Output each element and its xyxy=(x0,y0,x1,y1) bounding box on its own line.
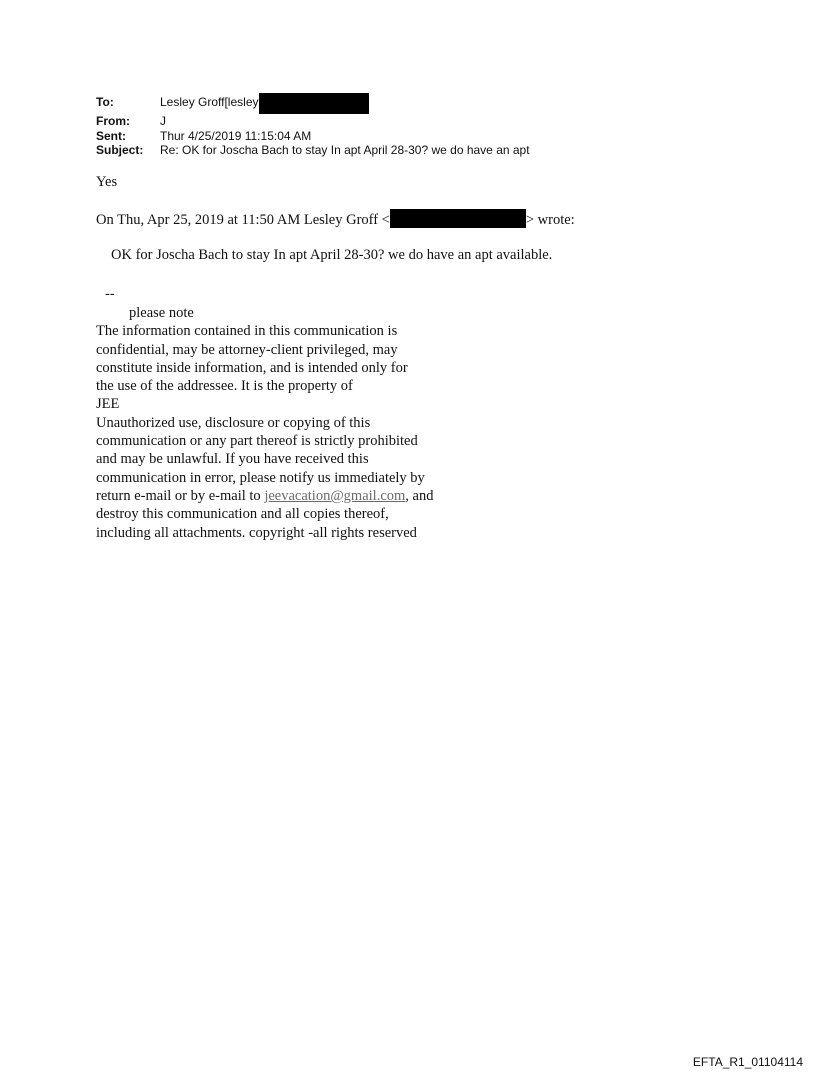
to-label: To: xyxy=(96,95,114,109)
from-value: J xyxy=(160,114,166,128)
quote-attribution xyxy=(96,209,575,229)
signature-separator: -- xyxy=(105,286,115,302)
sent-label: Sent: xyxy=(96,128,126,143)
notice-text: The information contained in this communication is confidential, may be attorney-client privileged, may constitute inside information, and is intended only for the use of the addressee. It is the property of JEE Unauthorized use, disclosure or copying of this communication or any part thereof is strictly prohibited and may be unlawful. If you have received this communication in error, please notify us immediately by return e-mail or by e-mail to xyxy=(96,323,425,504)
subject-value: Re: OK for Joscha Bach to stay In apt April 28-30? we do have an apt xyxy=(160,143,530,157)
redaction-box xyxy=(259,93,369,114)
quote-intro-end: > wrote: xyxy=(525,212,575,228)
to-value: Lesley Groff[lesley xyxy=(160,95,259,109)
notice-body xyxy=(96,322,516,542)
from-row xyxy=(96,114,530,129)
subject-label: Subject: xyxy=(96,143,144,157)
redaction-box xyxy=(390,209,526,228)
confidentiality-notice xyxy=(96,304,516,542)
email-header xyxy=(96,95,530,158)
sent-row xyxy=(96,129,530,144)
quoted-message: OK for Joscha Bach to stay In apt April 28-30? we do have an apt available. xyxy=(111,247,553,263)
sent-value: Thur 4/25/2019 11:15:04 AM xyxy=(160,128,312,143)
email-link[interactable]: jeevacation@gmail.com xyxy=(264,487,406,504)
notice-text-end: , and destroy this communication and all copies thereof, including all attachments. copyright -all rights reserved xyxy=(96,487,434,541)
document-reference-number: EFTA_R1_01104114 xyxy=(692,1055,803,1069)
note-heading: please note xyxy=(129,305,194,321)
to-row xyxy=(96,95,530,114)
from-label: From: xyxy=(96,114,130,128)
subject-row xyxy=(96,143,530,158)
quote-intro-start: On Thu, Apr 25, 2019 at 11:50 AM Lesley Groff < xyxy=(96,212,390,228)
reply-text: Yes xyxy=(96,174,118,190)
